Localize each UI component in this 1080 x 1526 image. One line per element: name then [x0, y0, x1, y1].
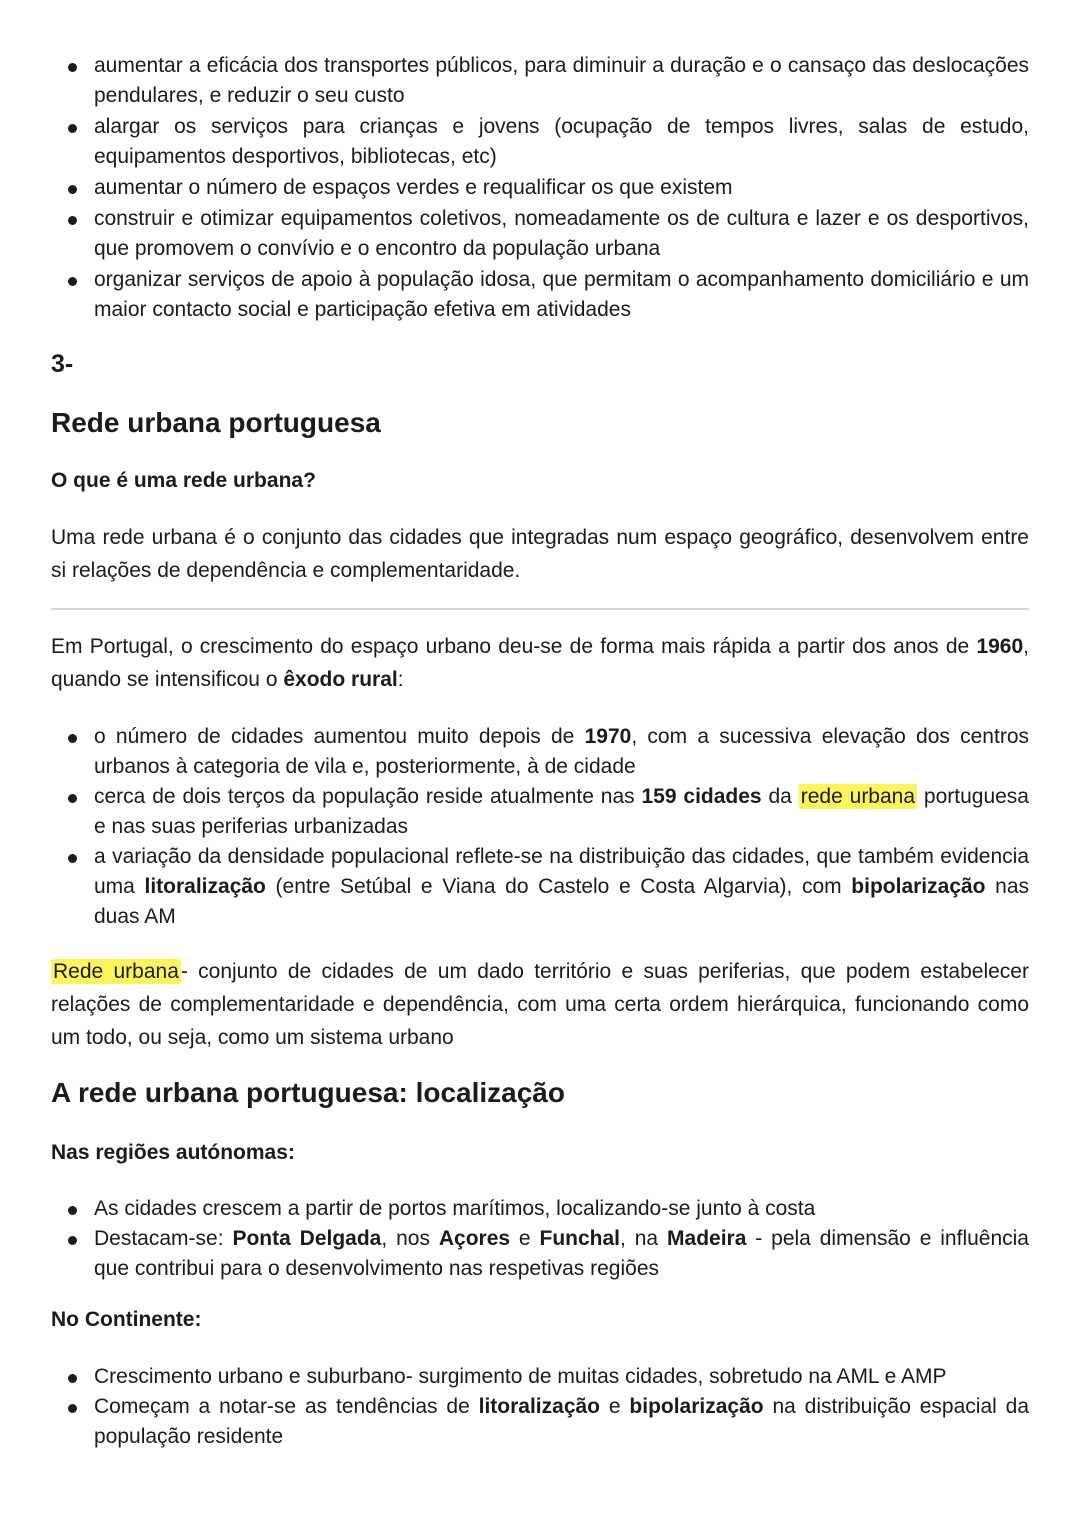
growth-paragraph: Em Portugal, o crescimento do espaço urbano deu-se de forma mais rápida a partir dos anos de 1960, quando se intensificou o êxodo rural: [51, 635, 1029, 691]
list-item: alargar os serviços para crianças e jovens (ocupação de tempos livres, salas de estudo, equipamentos desportivos, bibliotecas, etc) [51, 112, 1029, 172]
bullet-icon [68, 854, 77, 863]
continente-list [51, 1362, 1029, 1452]
list-item: aumentar o número de espaços verdes e requalificar os que existem [51, 173, 1029, 203]
bullet-icon [68, 1374, 77, 1383]
highlighted-term: Rede urbana [53, 960, 179, 983]
list-item: Destacam-se: Ponta Delgada, nos Açores e Funchal, na Madeira - pela dimensão e influência que contribui para o desenvolvimento nas respetivas regiões [51, 1224, 1029, 1284]
question-heading: O que é uma rede urbana? [51, 469, 316, 492]
bullet-icon [68, 277, 77, 286]
autonomas-heading: Nas regiões autónomas: [51, 1141, 295, 1164]
section-number: 3- [51, 350, 74, 378]
bullet-icon [68, 1236, 77, 1245]
bullet-icon [68, 63, 77, 72]
bullet-icon [68, 734, 77, 743]
list-item: organizar serviços de apoio à população idosa, que permitam o acompanhamento domiciliário e um maior contacto social e participação efetiva em atividades [51, 265, 1029, 325]
list-item: cerca de dois terços da população reside atualmente nas 159 cidades da rede urbana portuguesa e nas suas periferias urbanizadas [51, 782, 1029, 842]
list-item: Crescimento urbano e suburbano- surgimento de muitas cidades, sobretudo na AML e AMP [51, 1362, 1029, 1392]
list-item: a variação da densidade populacional reflete-se na distribuição das cidades, que também evidencia uma litoralização (entre Setúbal e Viana do Castelo e Costa Algarvia), com bipolarização nas duas AM [51, 842, 1029, 932]
bullet-icon [68, 185, 77, 194]
divider [51, 608, 1029, 610]
localization-title: A rede urbana portuguesa: localização [51, 1077, 565, 1108]
highlighted-text: rede urbana [800, 785, 916, 808]
section-title: Rede urbana portuguesa [51, 407, 381, 438]
bullet-icon [68, 216, 77, 225]
rede-urbana-definition: Rede urbana- conjunto de cidades de um dado território e suas periferias, que podem estabelecer relações de complementaridade e dependência, com uma certa ordem hierárquica, funcionando como um todo, ou seja, como um sistema urbano [51, 960, 1029, 1049]
measures-list [51, 51, 1029, 326]
list-item: As cidades crescem a partir de portos marítimos, localizando-se junto à costa [51, 1194, 1029, 1224]
bullet-icon [68, 794, 77, 803]
definition-paragraph: Uma rede urbana é o conjunto das cidades que integradas num espaço geográfico, desenvolvem entre si relações de dependência e complementaridade. [51, 526, 1029, 582]
list-item: construir e otimizar equipamentos coletivos, nomeadamente os de cultura e lazer e os desportivos, que promovem o convívio e o encontro da população urbana [51, 204, 1029, 264]
bullet-icon [68, 1206, 77, 1215]
list-item: Começam a notar-se as tendências de litoralização e bipolarização na distribuição espacial da população residente [51, 1392, 1029, 1452]
bullet-icon [68, 124, 77, 133]
bullet-icon [68, 1404, 77, 1413]
list-item: o número de cidades aumentou muito depois de 1970, com a sucessiva elevação dos centros urbanos à categoria de vila e, posteriormente, à de cidade [51, 722, 1029, 782]
autonomas-list [51, 1194, 1029, 1284]
list-item: aumentar a eficácia dos transportes públicos, para diminuir a duração e o cansaço das deslocações pendulares, e reduzir o seu custo [51, 51, 1029, 111]
growth-list [51, 722, 1029, 932]
continente-heading: No Continente: [51, 1308, 202, 1331]
